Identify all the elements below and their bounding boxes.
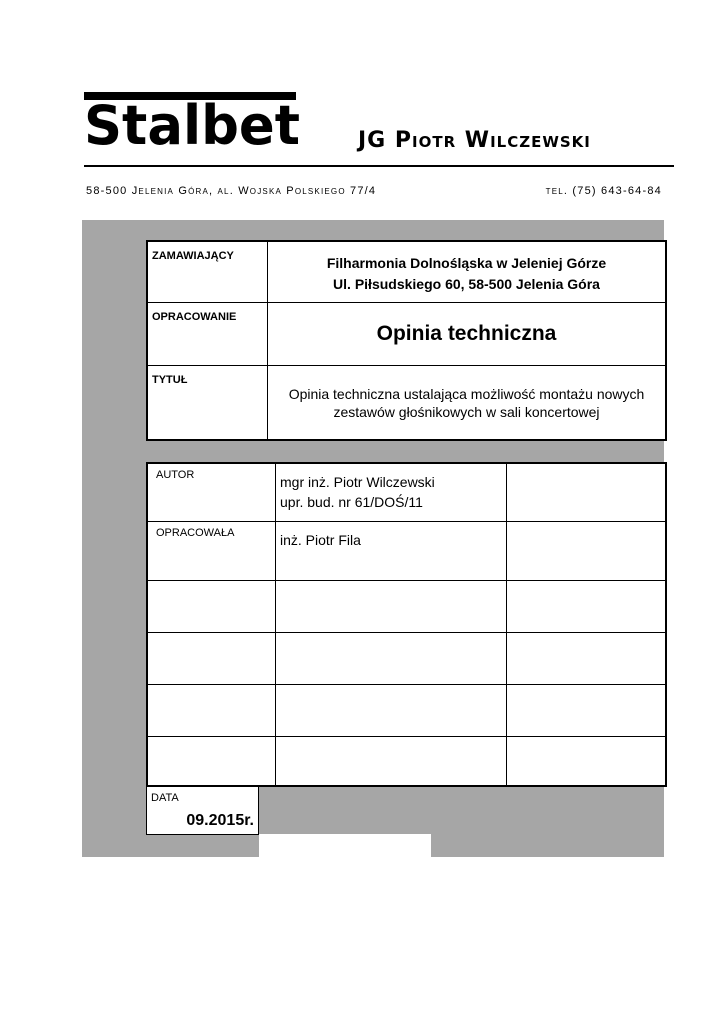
title-label: TYTUŁ — [147, 365, 268, 440]
client-line2: Ul. Piłsudskiego 60, 58-500 Jelenia Góra — [333, 276, 600, 292]
date-value: 09.2015r. — [186, 812, 254, 829]
prepared-row — [147, 302, 666, 365]
empty-cell — [147, 580, 276, 632]
date-label: DATA — [151, 792, 179, 804]
authors-table — [146, 462, 667, 787]
gray-footer-left — [82, 834, 259, 857]
empty-cell — [507, 736, 667, 786]
preparer-signature-cell — [507, 521, 667, 580]
company-name-text: JG Piotr Wilczewski — [358, 128, 591, 153]
empty-row — [147, 580, 666, 632]
prepared-label: OPRACOWANIE — [147, 302, 268, 365]
company-name — [358, 128, 670, 153]
client-value — [268, 241, 667, 302]
company-phone: tel. (75) 643-64-84 — [545, 185, 662, 197]
gray-footer-right — [431, 834, 664, 857]
preparer-name: inż. Piotr Fila — [276, 521, 507, 580]
preparer-row — [147, 521, 666, 580]
author-license: upr. bud. nr 61/DOŚ/11 — [280, 494, 423, 510]
stalbet-logo — [84, 92, 304, 148]
empty-cell — [276, 684, 507, 736]
author-row — [147, 463, 666, 521]
empty-row — [147, 632, 666, 684]
empty-cell — [147, 736, 276, 786]
project-info-table — [146, 240, 667, 441]
author-label: AUTOR — [147, 463, 276, 521]
empty-cell — [507, 632, 667, 684]
empty-cell — [147, 632, 276, 684]
client-line1: Filharmonia Dolnośląska w Jeleniej Górze — [326, 255, 607, 271]
empty-cell — [276, 736, 507, 786]
title-row — [147, 365, 666, 440]
client-label: ZAMAWIAJĄCY — [147, 241, 268, 302]
author-signature-cell — [507, 463, 667, 521]
author-value — [276, 463, 507, 521]
author-name: mgr inż. Piotr Wilczewski — [280, 474, 435, 490]
empty-cell — [276, 580, 507, 632]
empty-cell — [276, 632, 507, 684]
empty-row — [147, 736, 666, 786]
client-row — [147, 241, 666, 302]
title-value: Opinia techniczna ustalająca możliwość montażu nowych zestawów głośnikowych w sali koncertowej — [268, 365, 667, 440]
empty-row — [147, 684, 666, 736]
empty-cell — [147, 684, 276, 736]
header-divider — [84, 165, 674, 167]
company-address: 58-500 Jelenia Góra, al. Wojska Polskiego 77/4 — [86, 185, 377, 197]
preparer-label: OPRACOWAŁA — [147, 521, 276, 580]
svg-text:Stalbet: Stalbet — [84, 94, 300, 148]
empty-cell — [507, 684, 667, 736]
empty-cell — [507, 580, 667, 632]
prepared-value: Opinia techniczna — [268, 302, 667, 365]
date-box — [146, 787, 259, 835]
